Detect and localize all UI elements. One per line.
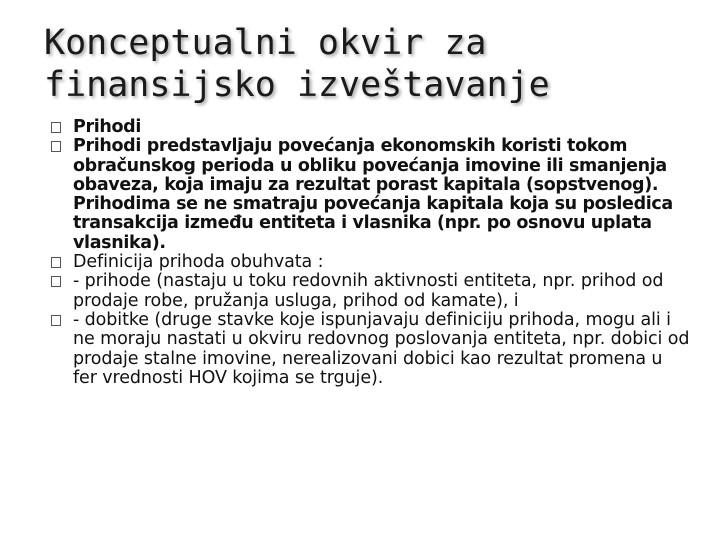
slide-title: Konceptualni okvir za finansijsko izveštavanje [44, 23, 550, 105]
bullet-text: Prihodi predstavljaju povećanja ekonomskih koristi tokom obračunskog perioda u obliku povećanja imovine ili smanjenja obaveza, koja imaju za rezultat porast kapitala (sopstvenog). Prihodima se ne smatraju povećanja kapitala koja su posledica transakcija između entiteta i vlasnika (npr. po osnovu uplata vlasnika). [73, 136, 673, 253]
bullet-item-scope [50, 253, 690, 272]
checkbox-square-icon [51, 276, 61, 287]
checkbox-square-icon [51, 141, 61, 152]
bullet-list [50, 118, 690, 388]
bullet-text: Definicija prihoda obuhvata : [73, 252, 324, 273]
checkbox-square-icon [51, 315, 61, 326]
bullet-item-prihodi [50, 118, 690, 137]
bullet-item-dobitke [50, 311, 690, 388]
bullet-item-prihode [50, 272, 690, 311]
checkbox-square-icon [51, 122, 61, 133]
checkbox-square-icon [51, 257, 61, 268]
bullet-text: Prihodi [73, 117, 142, 137]
bullet-text: - dobitke (druge stavke koje ispunjavaju definiciju prihoda, mogu ali i ne moraju nastati u okviru redovnog poslovanja entiteta, npr. dobici od prodaje stalne imovine, nerealizovani dobici kao rezultat promena u fer vrednosti HOV kojima se trguje). [73, 309, 690, 388]
bullet-item-definition [50, 137, 690, 253]
bullet-text: - prihode (nastaju u toku redovnih aktivnosti entiteta, npr. prihod od prodaje robe, pružanja usluga, prihod od kamate), i [73, 271, 664, 311]
